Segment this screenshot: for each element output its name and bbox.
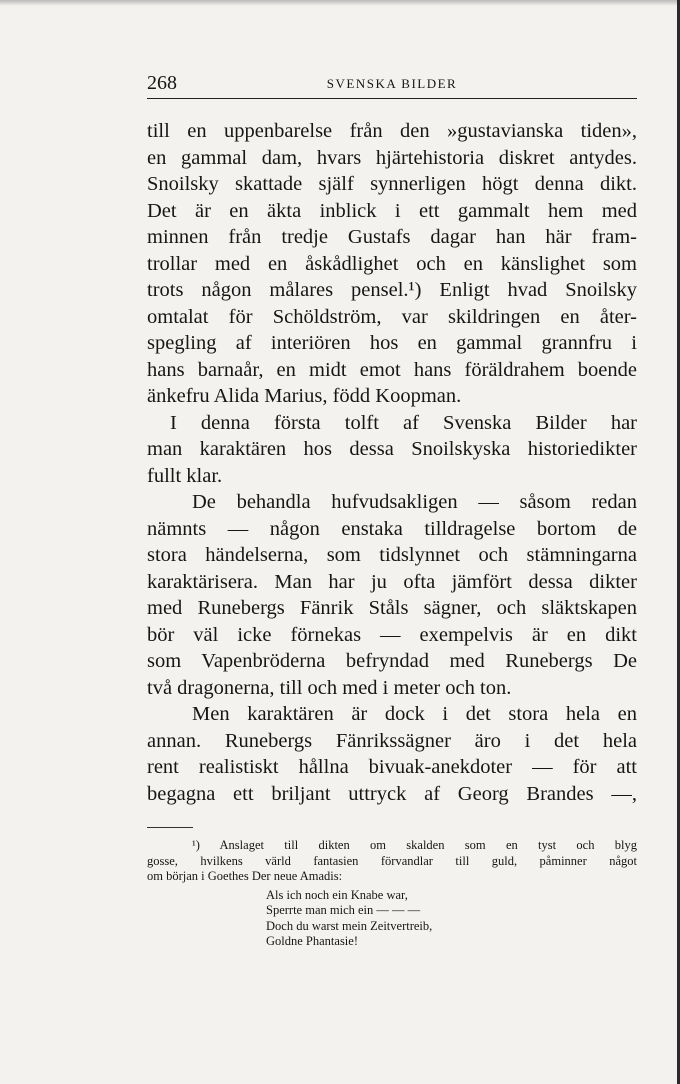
text-line: änkefru Alida Marius, född Koopman. [147, 385, 462, 407]
text-line: Snoilsky skattade själf synnerligen högt denna dikt. [147, 173, 637, 195]
text-line: fullt klar. [147, 464, 223, 487]
text-line: I denna första tolft af Svenska Bilder har [170, 411, 637, 434]
text-line: bör väl icke förnekas — exempelvis är en dikt [147, 623, 637, 646]
text-line: omtalat för Schöldström, var skildringen en åter- [147, 305, 637, 328]
page-top-edge [0, 0, 680, 6]
body-text [147, 118, 637, 807]
text-line: minnen från tredje Gustafs dagar han här fram- [147, 226, 637, 248]
running-title: SVENSKA BILDER [326, 76, 458, 91]
text-line: trollar med en åskådlighet och en känslighet som [147, 252, 637, 275]
footnote-line: om början i Goethes Der neue Amadis: [147, 869, 343, 883]
text-line: rent realistiskt hållna bivuak-anekdoter — för att [147, 756, 637, 778]
text-line: Det är en äkta inblick i ett gammalt hem med [147, 199, 637, 222]
text-line: spegling af interiören hos en gammal grannfru i [147, 332, 637, 354]
text-line: De behandla hufvudsakligen — såsom redan [192, 491, 637, 513]
footnote-divider [147, 827, 193, 828]
footnote [147, 838, 637, 950]
text-line: en gammal dam, hvars hjärtehistoria diskret antydes. [147, 146, 637, 169]
book-page [147, 70, 637, 950]
text-line: nämnts — någon enstaka tilldragelse bortom de [147, 517, 637, 540]
footnote-line: gosse, hvilkens värld fantasien förvandlar till guld, påminner något [147, 853, 637, 868]
text-line: Men karaktären är dock i det stora hela en [192, 703, 637, 725]
text-line: trots någon målares pensel.¹) Enligt hvad Snoilsky [147, 279, 637, 301]
running-header [147, 70, 637, 99]
text-line: stora händelserna, som tidslynnet och stämningarna [147, 544, 637, 566]
text-line: hans barnaår, en midt emot hans föräldrahem boende [147, 358, 637, 381]
text-line: som Vapenbröderna befryndad med Runebergs De [147, 650, 637, 672]
text-line: man karaktären hos dessa Snoilskyska historiedikter [147, 438, 637, 460]
text-line: två dragonerna, till och med i meter och ton. [147, 676, 512, 699]
poem-line: Goldne Phantasie! [266, 934, 358, 948]
poem-line: Sperrte man mich ein — — — [266, 903, 421, 917]
footnote-poem [147, 888, 637, 950]
text-line: annan. Runebergs Fänrikssägner äro i det hela [147, 729, 637, 752]
footnote-line: ¹) Anslaget till dikten om skalden som en tyst och blyg [192, 838, 637, 852]
poem-line: Doch du warst mein Zeitvertreib, [266, 918, 433, 933]
page-number: 268 [147, 72, 177, 94]
poem-line: Als ich noch ein Knabe war, [266, 887, 408, 902]
text-line: med Runebergs Fänrik Ståls sägner, och släktskapen [147, 597, 637, 619]
text-line: till en uppenbarelse från den »gustavianska tiden», [147, 120, 637, 142]
text-line: karaktärisera. Man har ju ofta jämfört dessa dikter [147, 570, 637, 593]
text-line: begagna ett briljant uttryck af Georg Brandes —, [147, 782, 637, 805]
